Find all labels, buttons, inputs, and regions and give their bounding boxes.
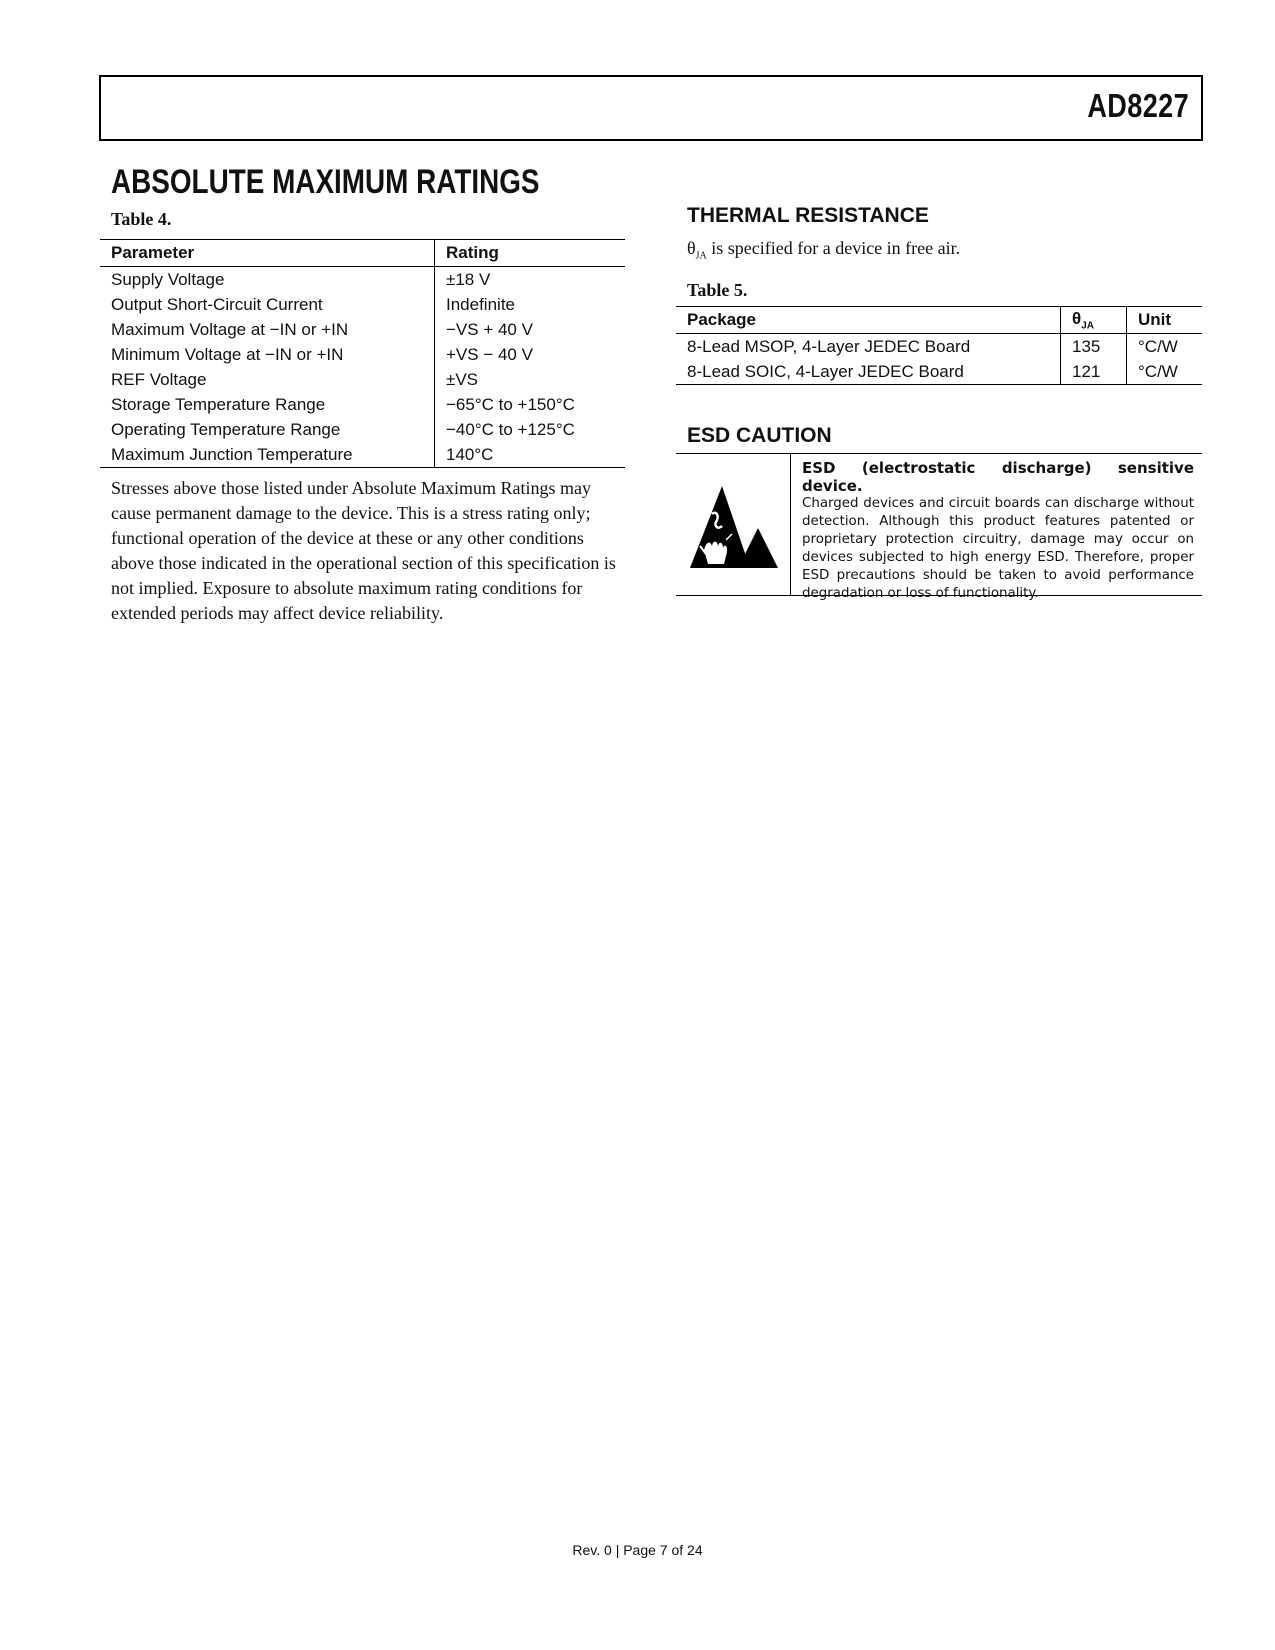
theta-symbol: θ (1072, 308, 1082, 328)
column-header-theta-ja (1061, 307, 1127, 334)
page-header-box (99, 75, 1203, 141)
rating-cell: −65°C to +150°C (446, 394, 575, 414)
parameter-cell: REF Voltage (100, 367, 435, 392)
esd-body-text: Charged devices and circuit boards can discharge without detection. Although this product features patented or proprietary protection circuitry, damage may occur on devices subjected to high energy ESD. Therefore, proper ESD precautions should be taken to avoid performance degradation or loss of functionality. (802, 496, 1194, 601)
table-row (100, 417, 625, 442)
table-row (676, 334, 1202, 360)
section-heading-thermal-resistance: THERMAL RESISTANCE (687, 204, 929, 227)
table-row (676, 359, 1202, 385)
rating-cell: ±18 V (446, 269, 491, 289)
unit-cell: °C/W (1138, 361, 1178, 381)
table-header-row (100, 240, 625, 267)
parameter-cell: Maximum Junction Temperature (100, 442, 435, 468)
parameter-cell: Output Short-Circuit Current (100, 292, 435, 317)
parameter-cell: Operating Temperature Range (100, 417, 435, 442)
package-cell: 8-Lead SOIC, 4-Layer JEDEC Board (676, 359, 1061, 385)
theta-symbol: θ (687, 238, 696, 258)
parameter-cell: Storage Temperature Range (100, 392, 435, 417)
package-cell: 8-Lead MSOP, 4-Layer JEDEC Board (676, 334, 1061, 360)
column-header-parameter: Parameter (100, 240, 435, 267)
page-footer: Rev. 0 | Page 7 of 24 (572, 1542, 703, 1558)
rating-cell: −VS + 40 V (446, 319, 533, 339)
column-header-rating: Rating (446, 243, 499, 262)
parameter-cell: Maximum Voltage at −IN or +IN (100, 317, 435, 342)
theta-ja-note (687, 238, 960, 262)
esd-caution-text (802, 459, 1194, 603)
table-row (100, 442, 625, 468)
rating-cell: ±VS (446, 369, 479, 389)
esd-lead-sentence: ESD (electrostatic discharge) sensitive device. (802, 459, 1194, 495)
column-header-package: Package (676, 307, 1061, 334)
table-row (100, 267, 625, 293)
absolute-maximum-ratings-table (100, 239, 625, 468)
table-row (100, 342, 625, 367)
section-title-absolute-maximum-ratings: ABSOLUTE MAXIMUM RATINGS (111, 163, 540, 201)
parameter-cell: Supply Voltage (100, 267, 435, 293)
section-heading-esd-caution: ESD CAUTION (687, 424, 832, 447)
parameter-cell: Minimum Voltage at −IN or +IN (100, 342, 435, 367)
column-header-unit: Unit (1138, 310, 1172, 329)
table-5-caption: Table 5. (687, 280, 748, 300)
esd-symbol-cell (676, 454, 791, 595)
thermal-resistance-table (676, 306, 1202, 385)
theta-note-text: is specified for a device in free air. (706, 238, 961, 258)
esd-caution-box (676, 453, 1202, 601)
table-header-row (676, 307, 1202, 334)
table-row (100, 392, 625, 417)
rating-cell: Indefinite (446, 294, 515, 314)
rating-cell: +VS − 40 V (446, 344, 533, 364)
table-row (100, 292, 625, 317)
table-row (100, 317, 625, 342)
unit-cell: °C/W (1138, 336, 1178, 356)
theta-ja-cell: 135 (1061, 334, 1127, 360)
theta-subscript: JA (695, 250, 707, 262)
table-row (100, 367, 625, 392)
theta-ja-cell: 121 (1061, 359, 1127, 385)
stress-disclaimer-paragraph: Stresses above those listed under Absolute Maximum Ratings may cause permanent damage to the device. This is a stress rating only; functional operation of the device at these or any other conditions above those indicated in the operational section of this specification is not implied. Exposure to absolute maximum rating conditions for extended periods may affect device reliability. (111, 478, 616, 623)
table-4-caption: Table 4. (111, 209, 172, 229)
part-number: AD8227 (1087, 87, 1189, 124)
esd-sensitive-warning-icon (686, 480, 778, 570)
theta-subscript: JA (1081, 320, 1094, 332)
rating-cell: 140°C (446, 444, 494, 464)
rating-cell: −40°C to +125°C (446, 419, 575, 439)
